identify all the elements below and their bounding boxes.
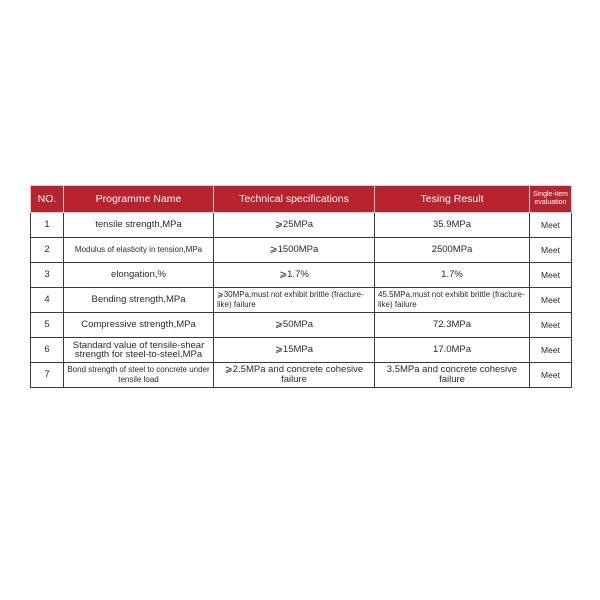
test-report-table-container (30, 185, 571, 388)
row-no: 5 (31, 313, 64, 338)
row-no: 7 (31, 363, 64, 388)
test-report-table (30, 185, 572, 388)
row-spec: ⩾1500MPa (214, 238, 375, 263)
row-programme-name: Bond strength of steel to concrete under tensile load (64, 363, 214, 388)
row-spec: ⩾15MPa (214, 338, 375, 363)
row-programme-name: Bending strength,MPa (64, 288, 214, 313)
header-row (31, 186, 572, 213)
table-row (31, 213, 572, 238)
table-row (31, 263, 572, 288)
table-row (31, 363, 572, 388)
header-single-item-evaluation: Single-item evaluation (530, 186, 572, 213)
row-no: 4 (31, 288, 64, 313)
row-evaluation: Meet (530, 363, 572, 388)
row-no: 6 (31, 338, 64, 363)
row-evaluation: Meet (530, 213, 572, 238)
row-result: 2500MPa (375, 238, 530, 263)
row-spec: ⩾1.7% (214, 263, 375, 288)
row-programme-name: tensile strength,MPa (64, 213, 214, 238)
table-row (31, 238, 572, 263)
row-programme-name: Standard value of tensile-shear strength for steel-to-steel,MPa (64, 338, 214, 363)
header-technical-specifications: Technical specifications (214, 186, 375, 213)
row-no: 1 (31, 213, 64, 238)
table-row (31, 288, 572, 313)
row-no: 2 (31, 238, 64, 263)
row-result: 17.0MPa (375, 338, 530, 363)
row-evaluation: Meet (530, 338, 572, 363)
row-evaluation: Meet (530, 238, 572, 263)
table-row (31, 313, 572, 338)
row-programme-name: Modulus of elasticity in tension,MPa (64, 238, 214, 263)
row-no: 3 (31, 263, 64, 288)
row-spec: ⩾30MPa,must not exhibit brittle (fracture-like) failure (214, 288, 375, 313)
row-evaluation: Meet (530, 263, 572, 288)
row-spec: ⩾50MPa (214, 313, 375, 338)
row-programme-name: Compressive strength,MPa (64, 313, 214, 338)
row-evaluation: Meet (530, 288, 572, 313)
row-result: 35.9MPa (375, 213, 530, 238)
row-evaluation: Meet (530, 313, 572, 338)
row-result: 3.5MPa and concrete cohesive failure (375, 363, 530, 388)
row-spec: ⩾25MPa (214, 213, 375, 238)
row-result: 72.3MPa (375, 313, 530, 338)
row-result: 45.5MPa,must not exhibit brittle (fracture-like) failure (375, 288, 530, 313)
row-result: 1.7% (375, 263, 530, 288)
table-row (31, 338, 572, 363)
row-spec: ⩾2.5MPa and concrete cohesive failure (214, 363, 375, 388)
header-no: NO. (31, 186, 64, 213)
header-programme-name: Programme Name (64, 186, 214, 213)
row-programme-name: elongation,% (64, 263, 214, 288)
header-testing-result: Tesing Result (375, 186, 530, 213)
